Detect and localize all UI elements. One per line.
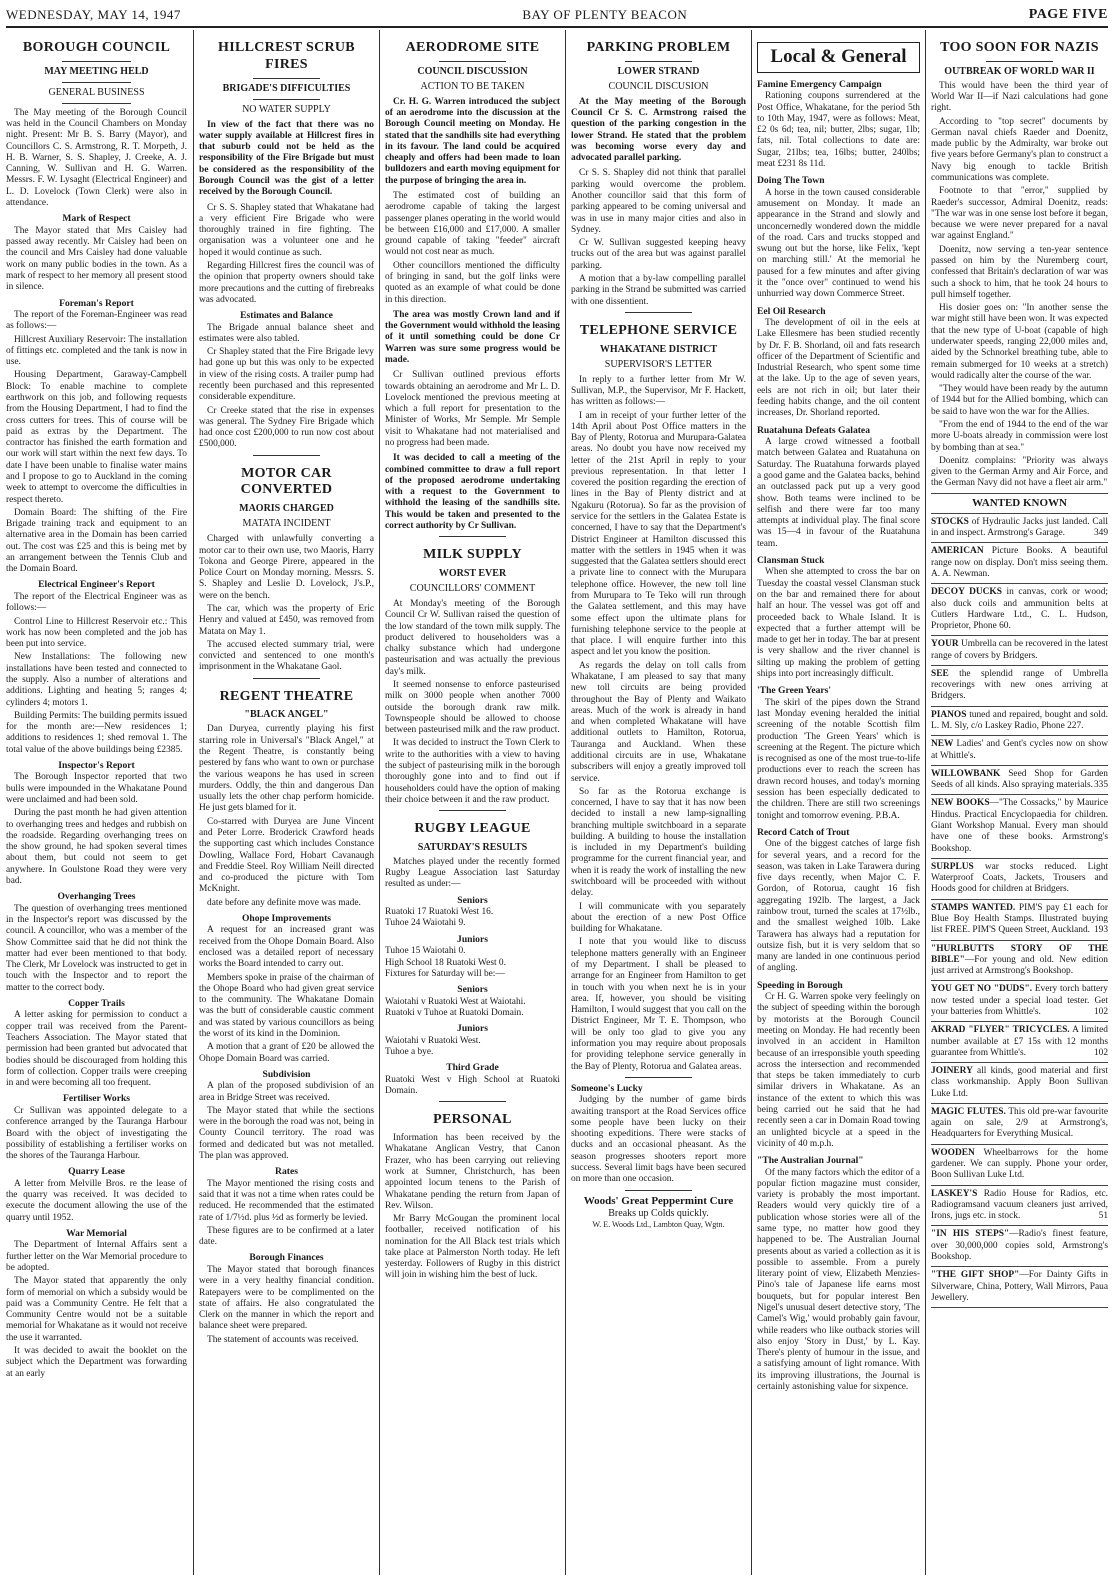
ad-keyword: STOCKS	[931, 516, 969, 527]
subheading: MATATA INCIDENT	[242, 518, 331, 530]
ad-keyword: AKRAD "FLYER" TRICYCLES.	[931, 1025, 1070, 1036]
ad-keyword: WILLOWBANK	[931, 768, 1001, 779]
paragraph: Control Line to Hillcrest Reservoir etc.: This work has now been completed and the job has been put into service.	[6, 616, 187, 650]
columns	[6, 30, 1108, 1575]
header-page: PAGE FIVE	[1028, 7, 1108, 22]
item-heading: Doing The Town	[757, 175, 825, 187]
article-body	[199, 534, 374, 673]
section-subhead: Foreman's Report	[59, 297, 134, 309]
ad-keyword: SEE	[931, 668, 949, 679]
paragraph: His dosier goes on: "In another sense the war might still have been won. It was expected that the new type of U-boat (capable of high underwater speeds, ranging 22,000 miles and, aided by the Schnorkel breathing tube, able to remain submerged for 10 weeks at a stretch) would radically alter the course of the war.	[931, 303, 1108, 381]
paragraph: Members spoke in praise of the chairman of the Ohope Board who had given great service to the community. The Whakatane Domain was the butt of considerable caustic comment and was stated by various councillors as being the worst of its kind in the Dominion.	[199, 972, 374, 1039]
ad-text: all kinds, good material and first class workmanship. Apply Boon Sullivan Luke Ltd.	[931, 1066, 1108, 1099]
item-heading: Ruatahuna Defeats Galatea	[757, 424, 870, 436]
headline: RUGBY LEAGUE	[414, 821, 531, 837]
results-list	[385, 895, 560, 1098]
item-heading: Someone's Lucky	[571, 1082, 643, 1094]
ad-keyword: WOODEN	[931, 1147, 975, 1158]
ad-line: Breaks up Colds quickly.	[608, 1207, 709, 1219]
ad-text: —"The Cossacks," by Maurice Hindus. Practical Encyclopaedia for children. Giant Workshop Manual. Every man should have one of these books. Armstrong's Bookshop.	[931, 798, 1108, 854]
divider	[625, 312, 692, 313]
lead-paragraph: At the May meeting of the Borough Council Cr S. C. Armstrong raised the question of the parking congestion in the lower Strand. He stated that the problem was becoming worse every day and advocated parallel parking.	[571, 96, 746, 164]
paragraph: The May meeting of the Borough Council was held in the Council Chambers on Monday night. Present: Mr B. S. Barry (Mayor), and Councillors C. S. Armstrong, R. T. Morpeth, J. H. B. Warner, S. S. Shapley, J. Creeke, A. J. Canning, W. Sullivan and H. G. Warren. Messrs. F. W. Lysaght (Electrical Engineer) and L. D. Lovelock (Town Clerk) were also in attendance.	[6, 107, 187, 209]
article-body	[931, 81, 1108, 490]
paragraph: The car, which was the property of Eric Henry and valued at £450, was removed from Matata on May 1.	[199, 603, 374, 637]
ad-text: in canvas, cork or wood; also duck coils and ammunition belts at Cutlers Hardware Ltd., C. L. Hudson, Proprietor, Phone 60.	[931, 587, 1108, 632]
paragraph: "From the end of 1944 to the end of the war more U-boats already in commission were lost by bombing than at sea."	[931, 419, 1108, 453]
item-paragraph: Rationing coupons surrendered at the Post Office, Whakatane, for the period 5th to 10th May, 1947, were as follows: Meat, £2 0s 6d; tea, nil; butter, 2lbs; sugar, 1lb; fats, nil. Total collections to date are: Sugar, 21lbs; tea, 16lbs; butter, 240lbs; meat £231 8s 11d.	[757, 91, 920, 169]
classifieds-list	[931, 517, 1108, 1308]
divider	[439, 61, 506, 62]
divider	[931, 635, 1108, 636]
subheading: SATURDAY'S RESULTS	[417, 841, 528, 853]
headline: PARKING PROBLEM	[586, 40, 731, 55]
column-borough-council	[6, 30, 187, 1575]
classified-ad	[931, 739, 1108, 762]
subheading: BRIGADE'S DIFFICULTIES	[222, 82, 351, 94]
ad-text: A limited number available at £7 15s with 12 months guarantee from Whittle's.	[931, 1025, 1108, 1058]
paragraph: At Monday's meeting of the Borough Council Cr W. Sullivan raised the question of the low standard of the town milk supply. The product delivered to householders was a chalky substance which had undergone pasteurisation and was actually the previous day's milk.	[385, 599, 560, 677]
result-line: Waiotahi v Ruatoki West.	[385, 1035, 481, 1046]
ad-keyword: PIANOS	[931, 709, 967, 720]
divider	[625, 1190, 692, 1191]
divider	[931, 513, 1108, 514]
result-line: Ruatoki v Tuhoe at Ruatoki Domain.	[385, 1007, 524, 1018]
column-rule	[193, 30, 194, 1575]
column-nazis	[931, 30, 1108, 1575]
item-heading: Record Catch of Trout	[757, 826, 850, 838]
paragraph: Doenitz, now serving a ten-year sentence passed on him by the Nuremberg court, confessed that Britain's declaration of war was such a shock to him, that he took 24 hours to pull himself together.	[931, 244, 1108, 300]
ad-keyword: JOINERY	[931, 1066, 973, 1077]
paragraph: date before any definite move was made.	[207, 897, 361, 908]
divider	[439, 810, 506, 811]
classified-ad	[931, 944, 1108, 978]
subheading: WORST EVER	[438, 568, 507, 579]
divider	[931, 980, 1108, 981]
divider	[931, 1185, 1108, 1186]
divider	[931, 1062, 1108, 1063]
section-subhead: Mark of Respect	[62, 213, 131, 225]
lead-paragraph: It was decided to call a meeting of the combined committee to draw a full report of the proposed aerodrome undertaking with a request to the Government to withhold the leasing of the sandhills site. This would be taken and presented to the correct authority by Cr Sullivan.	[385, 453, 560, 531]
ad-number: 349	[1093, 528, 1108, 539]
result-line: Ruatoki 17 Ruatoki West 16.	[385, 907, 494, 918]
divider	[931, 493, 1108, 494]
paragraph: The question of overhanging trees mentioned in the Inspector's report was discussed by the council. A councillor, who was a member of the Show Committee said that he did not think the matter had ever been mentioned to that body. The Clerk, Mr Lovelock was instructed to get in touch with the Inspector and to report the matter to the correct body.	[6, 903, 187, 993]
divider	[62, 103, 131, 104]
paragraph: The Borough Inspector reported that two bulls were impounded in the Whakatane Pound were unclaimed and had been sold.	[6, 772, 187, 805]
divider	[625, 61, 692, 62]
classified-ad	[931, 1229, 1108, 1263]
ad-text: Wheelbarrows for the home gardener. We can supply. Phone your order, Boon Sullivan Luke Ltd.	[931, 1147, 1108, 1181]
item-paragraph: Cr H. G. Warren spoke very feelingly on the subject of speeding within the borough by motorists at the Borough Council meeting on Monday. He had recently been involved in an accident in Hamilton because of an irresponsible youth speeding across the intersection and recommended that steps be taken immediately to curb similar drivers in Whakatane. As an instance of the extent to which this was being carried out he said that he had recently seen a car in Domain Road towing an unlighted bicycle at a speed in the vicinity of 40 m.p.h.	[757, 992, 920, 1149]
result-heading: Seniors	[457, 894, 488, 906]
headline: TOO SOON FOR NAZIS	[940, 40, 1099, 55]
header-date: WEDNESDAY, MAY 14, 1947	[6, 7, 181, 22]
article-body	[199, 724, 374, 1346]
subheading: COUNCIL DISCUSION	[608, 80, 709, 92]
column-hillcrest	[199, 30, 374, 1575]
result-heading: Juniors	[457, 933, 488, 945]
headline: AERODROME SITE	[405, 40, 540, 55]
ad-text: the splendid range of Umbrella recoverings with new ones arriving at Bridgers.	[931, 668, 1108, 702]
article-body	[571, 375, 746, 1073]
ad-small: W. E. Woods Ltd., Lambton Quay, Wgtn.	[592, 1219, 725, 1229]
paragraph: A plan of the proposed subdivision of an area in Bridge Street was received.	[199, 1081, 374, 1103]
ad-keyword: DECOY DUCKS	[931, 587, 1002, 598]
divider	[931, 1103, 1108, 1104]
section-subhead: Electrical Engineer's Report	[38, 579, 155, 591]
ad-number: 51	[1098, 1211, 1108, 1222]
paragraph: Cr S. S. Shapley stated that Whakatane had a very efficient Fire Brigade who were thoroughly trained in fire fighting. The organisation was a volunteer one and he hoped it would continue as such.	[199, 202, 374, 258]
ad-keyword: LASKEY'S	[931, 1188, 978, 1199]
section-subhead: Quarry Lease	[68, 1166, 125, 1178]
ad-text: Every torch battery now tested under a special load tester. Get your batteries from Whittle's.	[931, 984, 1108, 1017]
ad-text: Ladies' and Gent's cycles now on show at Whittle's.	[931, 739, 1108, 761]
section-subhead: Overhanging Trees	[57, 891, 136, 903]
divider	[625, 1077, 692, 1078]
divider	[253, 455, 320, 456]
subheading: WHAKATANE DISTRICT	[599, 343, 718, 355]
paragraph: I note that you would like to discuss telephone matters generally with an Engineer of my Department. I shall be pleased to arrange for an Engineer from Hamilton to get in touch with you when next he is in your area. If, however, you should be visiting Hamilton, I would suggest that you call on the District Engineer, Mr T. E. Thompson, who will be only too glad to give you any information you may require about proposals for providing telephone service generally in the Bay of Plenty, Rotorua and Galatea areas.	[571, 937, 746, 1072]
classified-ad	[931, 1066, 1108, 1100]
paragraph: The Mayor stated that Mrs Caisley had passed away recently. Mr Caisley had been on the council and Mrs Caisley had done valuable work on many public bodies in the town. As a mark of respect to her memory all present stood in silence.	[6, 225, 187, 293]
article-body	[385, 370, 560, 449]
subheading: COUNCIL DISCUSSION	[417, 65, 528, 77]
item-paragraph: When she attempted to cross the bar on Tuesday the coastal vessel Clansman stuck on the bar and remained there for about half an hour. The vessel was got off and proceeded back to Whale Island. It is expected that a further attempt will be made to get her in today. The bar at present is very shallow and the river channel is silting up making the problem of getting ships into port increasingly difficult.	[757, 567, 920, 679]
result-line: Ruatoki West v High School at Ruatoki Domain.	[385, 1074, 560, 1097]
classified-ad	[931, 798, 1108, 854]
column-rule	[379, 30, 380, 1575]
classified-ad	[931, 1025, 1108, 1059]
paragraph: A letter asking for permission to conduct a copper trail was received from the Parent-Teachers Association. The Mayor stated that permission had been granted but advocated that bodies should be discouraged from holding this form of collection. Copper trails were creeping in and were becoming all too frequent.	[6, 1010, 187, 1089]
divider	[986, 61, 1053, 62]
divider	[931, 706, 1108, 707]
classified-ad	[931, 862, 1108, 896]
result-heading: Juniors	[457, 1023, 488, 1035]
section-subhead: Copper Trails	[68, 997, 125, 1009]
paragraph: Building Permits: The building permits issued for the month are:—New residences 1; additions to residences 1; shed removal 1. The total value of the above buildings being £2385.	[6, 710, 187, 755]
paragraph: The accused elected summary trial, were convicted and sentenced to one month's imprisonment in the Whakatane Gaol.	[199, 639, 374, 673]
classified-ad	[931, 546, 1108, 580]
paragraph: Charged with unlawfully converting a motor car to their own use, two Maoris, Harry Tokona and George Pirere, appeared in the Police Court on Monday morning. Messrs. S. S. Shapley and Leslie D. Lovelock, J's.P., were on the bench.	[199, 534, 374, 601]
column-rule	[565, 30, 566, 1575]
section-subhead: Fertiliser Works	[62, 1093, 131, 1105]
ad-text: —For Dainty Gifts in Silverware, China, Pottery, Wall Mirrors, Paua Jewellery.	[931, 1270, 1108, 1303]
section-subhead: Rates	[275, 1166, 298, 1178]
divider	[439, 1101, 506, 1102]
paragraph: A motion that a grant of £20 be allowed the Ohope Domain Board was carried.	[199, 1042, 374, 1064]
article-body	[385, 599, 560, 806]
headline: MILK SUPPLY	[423, 547, 522, 563]
result-line: Tuhoe a bye.	[385, 1046, 434, 1057]
paragraph: The Mayor stated that borough finances were in a very healthy financial condition. Ratepayers were to be complimented on the state of affairs. He also congratulated the Clerk on the manner in which the report and balance sheet were prepared.	[199, 1264, 374, 1332]
item-paragraph: A large crowd witnessed a football match between Galatea and Ruatahuna on Saturday. The Ruatahuna forwards played a good game and the Galatea backs, behind an outclassed pack put up a very good show. Both teams were inclined to be selfish and there were far too many attempts at individual play. The final score was 15—4 in favour of the Ruatahuna team.	[757, 437, 920, 549]
divider	[253, 678, 320, 679]
article-body	[571, 168, 746, 307]
headline: HILLCREST SCRUB FIRES	[218, 40, 355, 72]
item-paragraph: One of the biggest catches of large fish for several years, and a record for the season, was taken in Lake Tarawera during five days recently, when Major C. F. Gordon, of Rotorua, caught 16 fish aggregating 192lb. The largest, a Jack rainbow trout, turned the scales at 17½lb., and the smallest weighed 10lb. Lake Tarawera has always had a reputation for outsize fish, but it is very seldom that so many are landed in one continuous period of angling.	[757, 839, 920, 974]
divider	[931, 765, 1108, 766]
section-subhead: Inspector's Report	[58, 759, 135, 771]
paragraph: The statement of accounts was received.	[207, 1334, 359, 1345]
divider	[931, 542, 1108, 543]
paragraph: Other councillors mentioned the difficulty of bringing in sand, but the golf links were quoted as an example of what could be done in this direction.	[385, 260, 560, 305]
ad-text: tuned and repaired, bought and sold. L. M. Sly, c/o Laskey Radio, Phone 227.	[931, 709, 1108, 732]
ad-title: Woods' Great Peppermint Cure	[583, 1194, 734, 1207]
section-subhead: Ohope Improvements	[241, 912, 332, 924]
paragraph: Dan Duryea, currently playing his first starring role in Universal's "Black Angel," at the Regent Theatre, is constantly being pestered by fans who want to own or purchase the various weapons he has used in screen murders. Oddly, the thin and dangerous Dan usually lets the other chap perform homicide. He just gets blamed for it.	[199, 724, 374, 814]
ad-keyword: STAMPS WANTED.	[931, 902, 1016, 913]
paragraph: I will communicate with you separately about the erection of a new Post Office building for Whakatane.	[571, 901, 746, 935]
headline: REGENT THEATRE	[219, 688, 354, 704]
column-local-general	[757, 30, 920, 1575]
paragraph: This would have been the third year of World War II—if Nazi calculations had gone right.	[931, 80, 1108, 114]
item-paragraph: The skirl of the pipes down the Strand last Monday evening heralded the initial screening of the notable Scottish film production 'The Green Years' which is screening at the Regent. The picture which is recognised as one of the most true-to-life productions ever to reach the screen has drawn record houses, and today's morning session has been especially dedicated to the children. There are still two screenings tonight and tomorrow evening. P.B.A.	[757, 697, 920, 821]
paragraph: Cr S. S. Shapley did not think that parallel parking would overcome the problem. Another councillor said that this form of parking appeared to be coming universal and was in use in many major cities and also in Sydney.	[571, 168, 746, 235]
subheading: LOWER STRAND	[617, 65, 700, 77]
subheading: OUTBREAK OF WORLD WAR II	[944, 65, 1095, 77]
ad-keyword: SURPLUS	[931, 861, 974, 872]
news-items	[757, 79, 920, 1393]
article-body	[385, 1133, 560, 1282]
classified-ad	[931, 587, 1108, 632]
ad-keyword: "IN HIS STEPS"	[931, 1229, 1010, 1240]
divider	[931, 1144, 1108, 1145]
item-paragraph: A horse in the town caused considerable amusement on Monday. It made an appearance in the Strand and slowly and unconcernedly wondered down the middle of the road. Cars and trucks stopped and swung out but the horse, like Felix, 'kept on marching still.' At the memorial he paused for a few minutes and after giving it the "once over" continued to wend his unhurried way down Commerce Street.	[757, 187, 920, 300]
classified-ad	[931, 984, 1108, 1018]
paragraph: Cr Sullivan was appointed delegate to a conference arranged by the Tauranga Harbour Board with the object of investigating the possibility of establishing a fertiliser works on the shores of the Tauranga Harbour.	[6, 1105, 187, 1162]
classifieds-heading: WANTED KNOWN	[971, 496, 1068, 509]
ad-keyword: NEW BOOKS	[931, 798, 990, 809]
classified-ad	[931, 1189, 1108, 1223]
classified-ad	[931, 639, 1108, 662]
paragraph: During the past month he had given attention to overhanging trees and hedges and rubbish on the roadside. Regarding overhanging trees on the show ground, he had spoken several times about them, but could not seem to get anywhere. In Goulstone Road they were very bad.	[6, 808, 187, 886]
headline: TELEPHONE SERVICE	[579, 322, 738, 338]
classified-ad	[931, 1270, 1108, 1304]
divider	[931, 735, 1108, 736]
section-subhead: War Memorial	[66, 1227, 127, 1239]
item-heading: "The Australian Journal"	[757, 1155, 864, 1167]
divider	[931, 1307, 1108, 1308]
item-paragraph: The development of oil in the eels at Lake Ellesmere has been studied recently by Dr. F. B. Shorland, oil and fats research officer of the Department of Scientific and Industrial Research, who spent some time at the lake. Up to the age of seven years, eels are not rich in oil; but later their feeding habits change, and the oil content increases, Dr. Shorland reported.	[757, 318, 920, 419]
subheading: GENERAL BUSINESS	[48, 86, 145, 98]
divider	[931, 794, 1108, 795]
paragraph: Doenitz complains: "Priority was always given to the German Army and Air Force, and the German Navy did not have a fleet air arm."	[931, 455, 1108, 489]
item-paragraph: Judging by the number of game birds awaiting transport at the Road Services office some people have been lucky on their shooting expeditions. There were stacks of ducks and an occasional pheasant. As the season progresses shooters report more success. Several limit bags have been secured on more than one occasion.	[571, 1095, 746, 1185]
ad-keyword: NEW	[931, 739, 954, 750]
result-line: Tuhoe 15 Waiotahi 0.	[385, 946, 466, 957]
ad-text: of Hydraulic Jacks just landed. Call in and inspect. Armstrong's Garage.	[931, 516, 1108, 539]
divider	[253, 78, 320, 79]
paragraph: So far as the Rotorua exchange is concerned, I have to say that it has now been decided to install a new lamp-signalling branching multiple switchboard in a separate building. A building to house the installation is included in my Department's building programme for the current financial year, and when it is ready the work of installing the new switchboard will be proceeded with without delay.	[571, 786, 746, 899]
paragraph: Mr Barry McGougan the prominent local footballer, received notification of his nomination for the All Black test trials which take place at Palmerston North today. He left yesterday. Followers of Rugby in this district will join in wishing him the best of luck.	[385, 1214, 560, 1281]
result-line: Waiotahi v Ruatoki West at Waiotahi.	[385, 996, 526, 1007]
classified-ad	[931, 903, 1108, 937]
ad-text: war stocks reduced. Light Waterproof Coats, Jackets, Trousers and Hoods good for children at Bridgers.	[931, 861, 1108, 895]
header-masthead: BAY OF PLENTY BEACON	[522, 7, 688, 22]
paragraph: Co-starred with Duryea are June Vincent and Peter Lorre. Broderick Crawford heads the supporting cast which includes Constance Dowling, Wallace Ford, Hobart Cavanaugh and Freddie Steel. Roy William Neill directed and co-produced the picture with Tom McKnight.	[199, 816, 374, 895]
paragraph: Regarding Hillcrest fires the council was of the opinion that property owners should take more precautions and the cutting of firebreaks was advocated.	[199, 260, 374, 305]
paragraph: The estimated cost of building an aerodrome capable of taking the largest passenger planes operating in the world would be between £16,000 and £17,000. A smaller ground capable of taking "feeder" aircraft would not cost near as much.	[385, 191, 560, 258]
paragraph: As regards the delay on toll calls from Whakatane, I am pleased to say that many new toll circuits are being provided throughout the Bay of Plenty and Waikato areas. Much of the work is already in hand and when completed Whakatane will have additional outlets to Hamilton, Rotorua, Tauranga and Auckland. When these additional circuits are in use, Whakatane subscribers will enjoy a greatly improved toll service.	[571, 660, 746, 784]
paragraph: Cr W. Sullivan suggested keeping heavy trucks out of the area but was against parallel parking.	[571, 238, 746, 271]
ad-text: This old pre-war favourite again on sale, 2/9 at Armstrong's, Headquarters for Everything Musical.	[931, 1106, 1108, 1140]
divider	[931, 858, 1108, 859]
paragraph: I am in receipt of your further letter of the 14th April about Post Office matters in the Bay of Plenty, Rotorua and Murupara-Galatea areas. No doubt you have now received my letter of the 21st April in reply to your previous representation. In that letter I covered the position regarding the erection of lines in the Bay of Plenty district and at Ngakuru (Rotorua). So far as the provision of service for the settlers in the Galatea Estate is concerned, I have to say that the Department's District Engineer at Hamilton discussed this matter with the settlers in 1945 when it was suggested that the Galatea settlers should erect a private line to connect with the Murupara telephone office. However, the new toll line from Murupara to Te Teko will run through the Galatea settlement, and this may have some effect upon the ultimate plans for furnishing telephone service to the people at that place. I will enquire further into this aspect and let you know the position.	[571, 410, 746, 658]
paragraph: A motion that a by-law compelling parallel parking in the Strand be submitted was carried with one dissentient.	[571, 274, 746, 307]
ad-keyword: AMERICAN	[931, 546, 984, 557]
headline: PERSONAL	[433, 1112, 512, 1128]
paragraph: Cr Creeke stated that the rise in expenses was general. The Sydney Fire Brigade which had once cost £200,000 to run now cost about £500,000.	[199, 405, 374, 450]
paragraph: The Department of Internal Affairs sent a further letter on the War Memorial procedure to be adopted.	[6, 1240, 187, 1274]
ad-text: PIM'S pay £1 each for Blue Boy Health Stamps. Illustrated buying list FREE. PIM'S Queen Street, Auckland.	[931, 902, 1108, 936]
subheading: COUNCILLORS' COMMENT	[409, 583, 536, 594]
divider	[62, 61, 131, 62]
result-heading: Seniors	[457, 984, 488, 996]
paragraph: A request for an increased grant was received from the Ohope Domain Board. Also enclosed was a detailed report of necessary works the Board intended to carry out.	[199, 925, 374, 970]
paragraph: It was decided to instruct the Town Clerk to write to the authorities with a view to having the subject of pasteurising milk in the borough thoroughly gone into and to find out if householders could have the option of making their choice between it and the raw product.	[385, 738, 560, 805]
ad-number: 102	[1093, 1047, 1108, 1058]
ad-text: Radio House for Radios, etc. Radiogramsand vacuum cleaners just arrived, Irons, jugs etc. in stock.	[931, 1188, 1108, 1222]
column-rule	[751, 30, 752, 1575]
item-heading: 'The Green Years'	[757, 685, 832, 697]
item-heading: Speeding in Borough	[757, 979, 843, 991]
column-aerodrome	[385, 30, 560, 1575]
ad-text: Seed Shop for Garden Seeds of all kinds. Also spraying materials.	[931, 768, 1108, 791]
ad-keyword: YOUR	[931, 639, 959, 650]
column-rule	[925, 30, 926, 1575]
classified-ad	[931, 517, 1108, 540]
paragraph: The Mayor stated that apparently the only form of memorial on which a subsidy would be paid was a Community Centre. He felt that a Community Centre would not be a suitable memorial for Whakatane as it would not receive the use it warranted.	[6, 1276, 187, 1343]
headline: BOROUGH COUNCIL	[22, 40, 171, 55]
ad-text: —Radio's finest feature, over 30,000,000 copies sold, Armstrong's Bookshop.	[931, 1229, 1108, 1263]
divider	[931, 665, 1108, 666]
subheading: ACTION TO BE TAKEN	[420, 80, 525, 92]
subheading: SUPERVISOR'S LETTER	[604, 358, 713, 370]
lead-paragraph: The area was mostly Crown land and if the Government would withhold the leasing of it until something could be done Cr Warren was sure some progress would be made.	[385, 309, 560, 365]
column-parking	[571, 30, 746, 1575]
paragraph: It was decided to await the booklet on the subject which the Department was forwarding at an early	[6, 1346, 187, 1379]
paragraph: Cr Sullivan outlined previous efforts towards obtaining an aerodrome and Mr L. D. Lovelock mentioned the previous meeting at which a full report for presentation to the Minister of Works, Mr Semple. Mr Semple visit to Whakatane had not materialised and no progress had been made.	[385, 370, 560, 448]
ad-text: —For young and old. New edition just arrived at Armstrong's Bookshop.	[931, 954, 1108, 977]
paragraph: In reply to a further letter from Mr W. Sullivan, M.P., the Supervisor, Mr F. Hackett, has written as follows:—	[571, 374, 746, 408]
paragraph: New Installations: The following new installations have been tested and connected to the supply. Also a number of alterations and additions. Lighting and heating 5; ranges 4; cylinders 4; motors 1.	[6, 652, 187, 708]
ad-keyword: MAGIC FLUTES.	[931, 1106, 1006, 1117]
paragraph: Housing Department, Garaway-Campbell Block: To enable machine to complete earthwork on this job, and following requests from the Housing Department, I had to find the cross cutters for trees. This of course will be paid as extras by the Department. The contractor has finished the earth formation and our work will start within the next few days. To date I have been unable to finalise water mains and I propose to go to Auckland in the coming week to attempt to overcome the difficulties in respect thereto.	[6, 370, 187, 505]
article-body	[385, 191, 560, 306]
result-line: Tuhoe 24 Waiotahi 9.	[385, 918, 466, 929]
paragraph: Footnote to that "error," supplied by Raeder's successor, Admiral Doenitz, reads: "The war was in one sense lost before it began, because we were never prepared for a naval war against England."	[931, 186, 1108, 242]
divider	[931, 899, 1108, 900]
paragraph: Domain Board: The shifting of the Fire Brigade training track and equipment to an alternative area in the Domain has been carried out. The cost was £25 and this is being met by an arrangement between the Tennis Club and the Domain Board.	[6, 507, 187, 575]
classified-ad	[931, 669, 1108, 703]
ad-number: 193	[1093, 925, 1108, 936]
subheading: MAORIS CHARGED	[239, 503, 334, 515]
divider	[931, 1225, 1108, 1226]
paragraph: "They would have been ready by the autumn of 1944 but for the Allied bombing, which can be said to have won the war for the Allies.	[931, 384, 1108, 417]
article-body	[199, 203, 374, 451]
section-title: Local & General	[757, 42, 920, 73]
article-body	[6, 108, 187, 1380]
paragraph: It seemed nonsense to enforce pasteurised milk on 3000 people when another 7000 outside the borough drank raw milk. Townspeople should be allowed to choose between pasteurised milk and the raw product.	[385, 679, 560, 736]
page-header	[6, 4, 1108, 28]
divider	[62, 82, 131, 83]
paragraph: The report of the Foreman-Engineer was read as follows:—	[6, 310, 187, 332]
divider	[931, 940, 1108, 941]
classified-ad	[931, 769, 1108, 792]
item-paragraph: Of the many factors which the editor of a popular fiction magazine must consider, variety is probably the most important. Readers would very quickly tire of a publication whose stories were all of the same type, no matter how good they happened to be. The Australian Journal presents about as varied a collection as it is possible to assemble. From a purely literary point of view, Elizabeth Menzies-Pino's tale of Japanese life earns most bouquets, but for popular interest Ben Nigel's unusual desert detective story, 'The Camel's Wig,' would probably gain favour, while readers who like outback stories will also enjoy 'Story in Dust,' by L. Kay. There's plenty of humour in the issue, and a satisfying amount of light romance. With its improving illustrations, the Journal is certainly astonishing value for sixpence.	[757, 1167, 920, 1392]
paragraph: The Mayor stated that while the sections were in the borough the road was not, being in County Council territory. The road was formed and dedicated but was not metalled. The plan was approved.	[199, 1105, 374, 1162]
lead-paragraph: Cr. H. G. Warren introduced the subject of an aerodrome into the discussion at the Borough Council meeting on Monday. He stated that the sandhills site had everything in its favour. The land could be acquired cheaply and offers had been made to loan bulldozers and earth moving equipment for the purpose of bringing the area in.	[385, 96, 560, 186]
paragraph: A letter from Melville Bros. re the lease of the quarry was received. It was decided to execute the document allowing the use of the quarry until 1952.	[6, 1178, 187, 1223]
section-subhead: Subdivision	[262, 1068, 311, 1080]
paragraph: Hillcrest Auxiliary Reservoir: The installation of fittings etc. completed and the tank is now in use.	[6, 334, 187, 368]
divider	[931, 1266, 1108, 1267]
item-heading: Eel Oil Research	[757, 305, 826, 317]
paragraph: Cr Shapley stated that the Fire Brigade levy had gone up but this was only to be expected in view of the rising costs. A trailer pump had recently been purchased and this represented considerable expenditure.	[199, 347, 374, 403]
paragraph: Information has been received by the Whakatane Anglican Vestry, that Canon Frazer, who has been carrying out relieving work at Sumner, Christchurch, has been appointed locum tenens to the Parish of Whakatane pending the return from Japan of Rev. Wilson.	[385, 1133, 560, 1211]
result-line: Fixtures for Saturday will be:—	[385, 968, 505, 979]
subheading: NO WATER SUPPLY	[242, 103, 331, 115]
paragraph: These figures are to be confirmed at a later date.	[199, 1225, 374, 1248]
result-line: High School 18 Ruatoki West 0.	[385, 957, 506, 968]
ad-text: Picture Books. A beautiful range now on display. Don't miss seeing them. A. A. Newman.	[931, 546, 1108, 579]
ad-number: 335	[1093, 780, 1108, 791]
classified-ad	[931, 710, 1108, 733]
classified-ad	[931, 1148, 1108, 1182]
paragraph: The Mayor mentioned the rising costs and said that it was not a time when rates could be reduced. He recommended that the estimated rate of 1/7½d. plus ½d as formerly be levied.	[199, 1178, 374, 1223]
results-intro: Matches played under the recently formed Rugby League Association last Saturday resulted as under:—	[385, 856, 560, 890]
divider	[931, 1021, 1108, 1022]
headline: MOTOR CAR CONVERTED	[240, 465, 333, 498]
paragraph: The report of the Electrical Engineer was as follows:—	[6, 591, 187, 614]
lead-paragraph: In view of the fact that there was no water supply available at Hillcrest fires in that suburb could not be held as the responsibility of the Fire Brigade but must be considered as the responsibility of the Borough Council was the gist of a letter received by the Borough Council.	[199, 119, 374, 198]
ad-text: Umbrella can be recovered in the latest range of covers by Bridgers.	[931, 639, 1108, 661]
divider	[253, 99, 320, 100]
paragraph: According to "top secret" documents by German naval chiefs Raeder and Doenitz, made public by the Admiralty, war broke out five years before Germany's plan to construct a Navy big enough to tackle British communications was complete.	[931, 116, 1108, 184]
section-subhead: Estimates and Balance	[240, 310, 333, 322]
item-heading: Famine Emergency Campaign	[757, 78, 882, 90]
classified-ad	[931, 1107, 1108, 1141]
divider	[931, 583, 1108, 584]
divider	[439, 536, 506, 537]
ad-number: 102	[1093, 1006, 1108, 1017]
ad-keyword: "HURLBUTTS STORY OF THE BIBLE"	[931, 943, 1108, 965]
ad-keyword: "THE GIFT SHOP"	[931, 1270, 1020, 1281]
subheading: MAY MEETING HELD	[44, 65, 149, 77]
section-subhead: Borough Finances	[249, 1252, 324, 1264]
subheading: "BLACK ANGEL"	[244, 709, 329, 721]
result-heading: Third Grade	[446, 1062, 499, 1074]
ad-keyword: YOU GET NO "DUDS".	[931, 984, 1033, 995]
paragraph: The Brigade annual balance sheet and estimates were also tabled.	[199, 322, 374, 344]
item-heading: Clansman Stuck	[757, 554, 825, 566]
